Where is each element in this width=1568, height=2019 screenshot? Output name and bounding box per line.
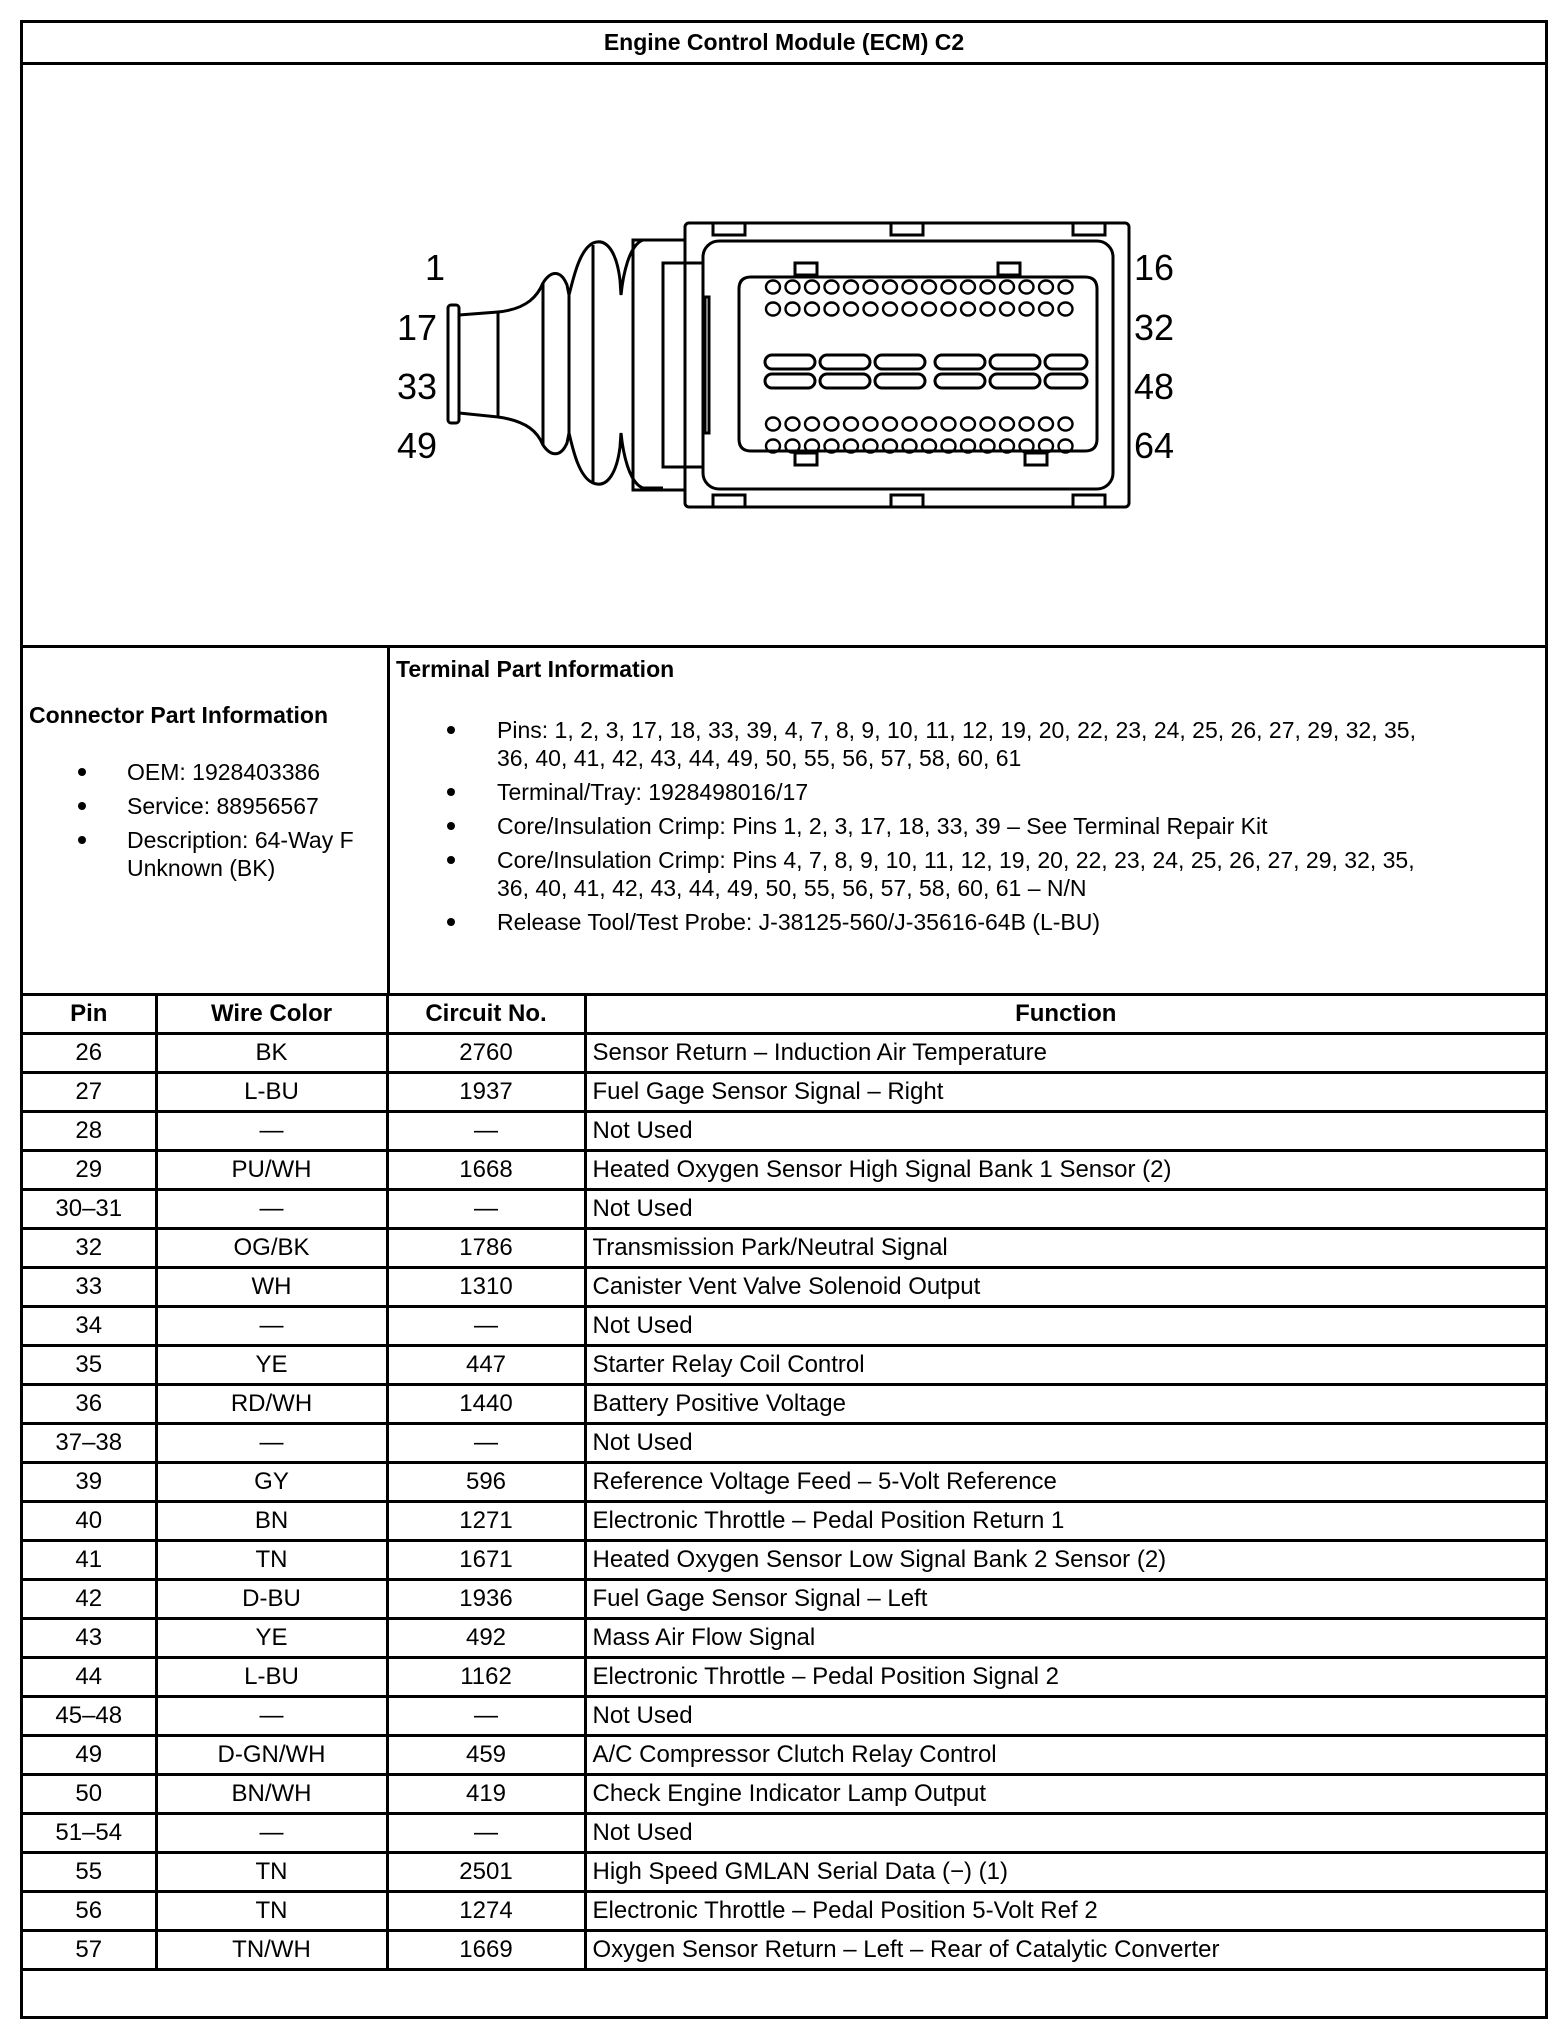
table-row: [23, 1112, 1545, 1151]
table-row: [23, 1892, 1545, 1931]
cell-circuit: 1271: [387, 1502, 585, 1541]
cell-pin: 30–31: [23, 1190, 156, 1229]
pin-label-48: 48: [1134, 366, 1175, 407]
cell-pin: 26: [23, 1034, 156, 1073]
pin-hole: [1039, 303, 1053, 316]
col-header-function: Function: [585, 996, 1545, 1034]
table-row: [23, 1931, 1545, 1970]
pin-hole: [786, 281, 800, 294]
cell-pin: 28: [23, 1112, 156, 1151]
pin-hole: [903, 418, 917, 431]
cell-circuit: —: [387, 1814, 585, 1853]
cell-wire-color: RD/WH: [156, 1385, 387, 1424]
cell-wire-color: YE: [156, 1346, 387, 1385]
cell-pin: 42: [23, 1580, 156, 1619]
cell-function: Heated Oxygen Sensor High Signal Bank 1 Sensor (2): [585, 1151, 1545, 1190]
table-row: [23, 1775, 1545, 1814]
cell-function: Reference Voltage Feed – 5-Volt Reference: [585, 1463, 1545, 1502]
list-item: Core/Insulation Crimp: Pins 1, 2, 3, 17, 18, 33, 39 – See Terminal Repair Kit: [390, 812, 1540, 840]
cell-function: Not Used: [585, 1112, 1545, 1151]
cell-circuit: 1162: [387, 1658, 585, 1697]
pin-hole: [961, 303, 975, 316]
pin-hole: [942, 281, 956, 294]
connector-drawing: [23, 65, 1545, 645]
cell-function: Not Used: [585, 1424, 1545, 1463]
pin-label-16: 16: [1134, 247, 1175, 288]
cell-pin: 35: [23, 1346, 156, 1385]
table-row: [23, 1541, 1545, 1580]
pin-hole: [1039, 418, 1053, 431]
pin-hole: [883, 281, 897, 294]
cell-circuit: 1669: [387, 1931, 585, 1970]
table-row: [23, 1268, 1545, 1307]
cell-wire-color: YE: [156, 1619, 387, 1658]
cell-pin: 49: [23, 1736, 156, 1775]
list-item: Service: 88956567: [23, 792, 387, 820]
cell-wire-color: TN: [156, 1541, 387, 1580]
bullet-icon: [78, 836, 86, 844]
cell-function: Heated Oxygen Sensor Low Signal Bank 2 Sensor (2): [585, 1541, 1545, 1580]
cell-circuit: 1310: [387, 1268, 585, 1307]
table-row: [23, 1502, 1545, 1541]
col-header-wire-color: Wire Color: [156, 996, 387, 1034]
pin-hole: [922, 281, 936, 294]
cell-circuit: 492: [387, 1619, 585, 1658]
cell-function: Not Used: [585, 1190, 1545, 1229]
list-item: Description: 64-Way F: [23, 826, 387, 854]
cell-circuit: 1937: [387, 1073, 585, 1112]
cell-function: Electronic Throttle – Pedal Position Signal 2: [585, 1658, 1545, 1697]
cell-wire-color: —: [156, 1112, 387, 1151]
list-item: Terminal/Tray: 1928498016/17: [390, 778, 1540, 806]
pin-hole: [883, 303, 897, 316]
cell-function: Sensor Return – Induction Air Temperature: [585, 1034, 1545, 1073]
list-item: Pins: 1, 2, 3, 17, 18, 33, 39, 4, 7, 8, 9, 10, 11, 12, 19, 20, 22, 23, 24, 25, 26, 27, 29, 32, 35,: [390, 716, 1540, 744]
cell-wire-color: D-BU: [156, 1580, 387, 1619]
cell-function: Transmission Park/Neutral Signal: [585, 1229, 1545, 1268]
bullet-icon: [447, 788, 455, 796]
connector-info-heading: Connector Part Information: [29, 702, 329, 728]
cell-pin: 33: [23, 1268, 156, 1307]
table-row: [23, 1034, 1545, 1073]
cell-pin: 51–54: [23, 1814, 156, 1853]
pin-hole: [844, 303, 858, 316]
cell-circuit: 2501: [387, 1853, 585, 1892]
cell-circuit: —: [387, 1697, 585, 1736]
col-header-pin: Pin: [23, 996, 156, 1034]
table-row: [23, 1385, 1545, 1424]
cell-function: Fuel Gage Sensor Signal – Right: [585, 1073, 1545, 1112]
cell-pin: 43: [23, 1619, 156, 1658]
cell-pin: 57: [23, 1931, 156, 1970]
cell-circuit: 419: [387, 1775, 585, 1814]
cell-wire-color: —: [156, 1190, 387, 1229]
cell-wire-color: L-BU: [156, 1658, 387, 1697]
cell-function: Fuel Gage Sensor Signal – Left: [585, 1580, 1545, 1619]
cell-pin: 44: [23, 1658, 156, 1697]
cell-circuit: 2760: [387, 1034, 585, 1073]
cell-circuit: 459: [387, 1736, 585, 1775]
cell-circuit: 1671: [387, 1541, 585, 1580]
cell-circuit: 447: [387, 1346, 585, 1385]
cell-wire-color: WH: [156, 1268, 387, 1307]
col-header-circuit: Circuit No.: [387, 996, 585, 1034]
pin-hole: [1039, 281, 1053, 294]
pin-hole: [1020, 418, 1034, 431]
bullet-icon: [78, 802, 86, 810]
pin-hole: [766, 281, 780, 294]
table-row: [23, 1853, 1545, 1892]
pin-hole: [981, 303, 995, 316]
table-header-row: [23, 996, 1545, 1034]
list-item-continued: 36, 40, 41, 42, 43, 44, 49, 50, 55, 56, 57, 58, 60, 61 – N/N: [497, 875, 1087, 901]
cell-pin: 56: [23, 1892, 156, 1931]
pin-label-49: 49: [397, 425, 438, 466]
cell-wire-color: —: [156, 1307, 387, 1346]
cell-function: Not Used: [585, 1697, 1545, 1736]
table-row: [23, 1619, 1545, 1658]
pin-hole: [844, 418, 858, 431]
pin-hole: [961, 418, 975, 431]
table-row: [23, 1463, 1545, 1502]
cell-pin: 50: [23, 1775, 156, 1814]
pin-hole: [981, 418, 995, 431]
pin-hole: [825, 281, 839, 294]
bullet-icon: [447, 726, 455, 734]
cell-wire-color: TN/WH: [156, 1931, 387, 1970]
pin-hole: [805, 281, 819, 294]
cell-circuit: —: [387, 1307, 585, 1346]
cell-pin: 55: [23, 1853, 156, 1892]
table-row: [23, 1151, 1545, 1190]
cell-circuit: —: [387, 1424, 585, 1463]
table-row: [23, 1697, 1545, 1736]
pin-label-17: 17: [397, 307, 438, 348]
pin-hole: [1059, 418, 1073, 431]
cell-function: High Speed GMLAN Serial Data (−) (1): [585, 1853, 1545, 1892]
cell-pin: 40: [23, 1502, 156, 1541]
pin-hole: [1000, 281, 1014, 294]
pin-label-64: 64: [1134, 425, 1175, 466]
cell-wire-color: —: [156, 1814, 387, 1853]
cell-circuit: 1936: [387, 1580, 585, 1619]
cell-circuit: 1440: [387, 1385, 585, 1424]
pin-hole: [883, 418, 897, 431]
cell-function: Electronic Throttle – Pedal Position Return 1: [585, 1502, 1545, 1541]
pin-hole: [825, 303, 839, 316]
table-row: [23, 1580, 1545, 1619]
list-item: Core/Insulation Crimp: Pins 4, 7, 8, 9, 10, 11, 12, 19, 20, 22, 23, 24, 25, 26, 27, 29, 32, 35,: [390, 846, 1540, 874]
terminal-info-heading: Terminal Part Information: [396, 656, 675, 682]
pin-hole: [1059, 281, 1073, 294]
pin-hole: [1000, 418, 1014, 431]
cell-wire-color: GY: [156, 1463, 387, 1502]
pin-hole: [766, 303, 780, 316]
cell-pin: 27: [23, 1073, 156, 1112]
pin-hole: [942, 418, 956, 431]
cell-circuit: —: [387, 1112, 585, 1151]
table-row: [23, 1658, 1545, 1697]
pin-hole: [864, 303, 878, 316]
list-item: OEM: 1928403386: [23, 758, 387, 786]
cell-wire-color: OG/BK: [156, 1229, 387, 1268]
table-row: [23, 1073, 1545, 1112]
cell-circuit: 1786: [387, 1229, 585, 1268]
cell-function: Starter Relay Coil Control: [585, 1346, 1545, 1385]
pin-hole: [942, 303, 956, 316]
cell-function: Battery Positive Voltage: [585, 1385, 1545, 1424]
cell-circuit: —: [387, 1190, 585, 1229]
cell-wire-color: TN: [156, 1853, 387, 1892]
cell-pin: 37–38: [23, 1424, 156, 1463]
pin-hole: [786, 303, 800, 316]
cell-function: Canister Vent Valve Solenoid Output: [585, 1268, 1545, 1307]
bullet-icon: [447, 918, 455, 926]
pin-label-1: 1: [425, 247, 446, 288]
cell-function: A/C Compressor Clutch Relay Control: [585, 1736, 1545, 1775]
table-row: [23, 1346, 1545, 1385]
cell-function: Electronic Throttle – Pedal Position 5-Volt Ref 2: [585, 1892, 1545, 1931]
terminal-part-info: [390, 648, 1545, 993]
cell-wire-color: BN: [156, 1502, 387, 1541]
pin-hole: [786, 418, 800, 431]
pin-hole: [805, 418, 819, 431]
pin-label-33: 33: [397, 366, 438, 407]
list-item-continued: Unknown (BK): [127, 855, 276, 881]
pin-hole: [1020, 303, 1034, 316]
connector-part-info: [23, 648, 387, 993]
cell-wire-color: PU/WH: [156, 1151, 387, 1190]
cell-wire-color: BK: [156, 1034, 387, 1073]
table-row: [23, 1736, 1545, 1775]
pin-hole: [844, 281, 858, 294]
pin-hole: [903, 281, 917, 294]
pin-hole: [864, 281, 878, 294]
pinout-sheet: [20, 20, 1548, 2019]
list-item: Release Tool/Test Probe: J-38125-560/J-35616-64B (L-BU): [390, 908, 1540, 936]
cell-circuit: 596: [387, 1463, 585, 1502]
table-row: [23, 1190, 1545, 1229]
cell-pin: 39: [23, 1463, 156, 1502]
table-row: [23, 1814, 1545, 1853]
cell-wire-color: —: [156, 1697, 387, 1736]
cell-function: Oxygen Sensor Return – Left – Rear of Catalytic Converter: [585, 1931, 1545, 1970]
connector-diagram: [23, 65, 1545, 645]
cell-function: Mass Air Flow Signal: [585, 1619, 1545, 1658]
pin-hole: [1020, 281, 1034, 294]
page-title: Engine Control Module (ECM) C2: [603, 29, 965, 55]
bullet-icon: [78, 768, 86, 776]
pin-hole: [981, 281, 995, 294]
cell-wire-color: L-BU: [156, 1073, 387, 1112]
cell-wire-color: BN/WH: [156, 1775, 387, 1814]
pin-label-32: 32: [1134, 307, 1175, 348]
cell-pin: 36: [23, 1385, 156, 1424]
cell-function: Check Engine Indicator Lamp Output: [585, 1775, 1545, 1814]
pin-hole: [825, 418, 839, 431]
table-row: [23, 1424, 1545, 1463]
pin-hole: [864, 418, 878, 431]
pin-hole: [766, 418, 780, 431]
cell-wire-color: —: [156, 1424, 387, 1463]
list-item-continued: 36, 40, 41, 42, 43, 44, 49, 50, 55, 56, 57, 58, 60, 61: [497, 745, 1022, 771]
bullet-icon: [447, 822, 455, 830]
pin-hole: [1059, 303, 1073, 316]
table-row: [23, 1229, 1545, 1268]
cell-pin: 32: [23, 1229, 156, 1268]
pin-hole: [922, 418, 936, 431]
cell-pin: 34: [23, 1307, 156, 1346]
pin-hole: [1000, 303, 1014, 316]
pinout-table: [23, 996, 1545, 1971]
cell-function: Not Used: [585, 1814, 1545, 1853]
bullet-icon: [447, 856, 455, 864]
cell-pin: 29: [23, 1151, 156, 1190]
cell-circuit: 1668: [387, 1151, 585, 1190]
pin-hole: [961, 281, 975, 294]
pin-hole: [805, 303, 819, 316]
cell-wire-color: D-GN/WH: [156, 1736, 387, 1775]
cell-pin: 45–48: [23, 1697, 156, 1736]
cell-circuit: 1274: [387, 1892, 585, 1931]
cell-pin: 41: [23, 1541, 156, 1580]
table-row: [23, 1307, 1545, 1346]
pin-hole: [903, 303, 917, 316]
cell-wire-color: TN: [156, 1892, 387, 1931]
cell-function: Not Used: [585, 1307, 1545, 1346]
pin-hole: [922, 303, 936, 316]
